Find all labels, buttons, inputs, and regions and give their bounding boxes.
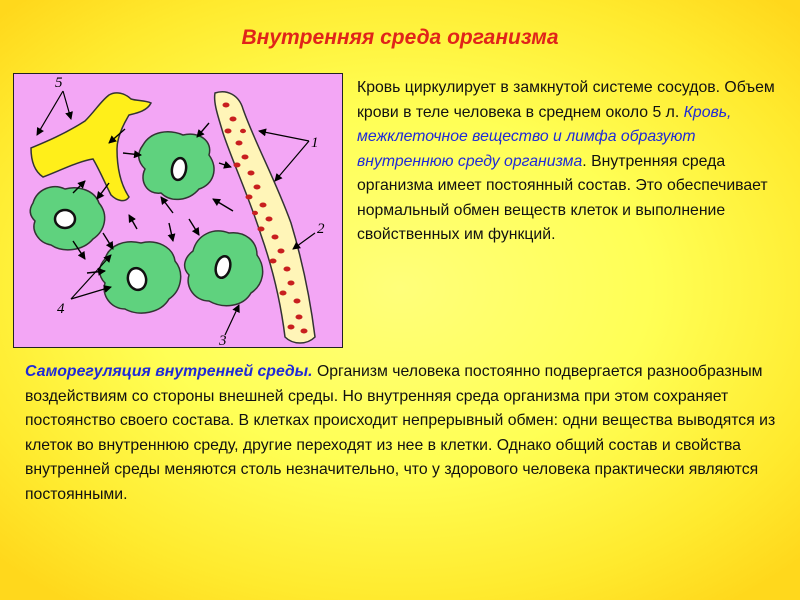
- description-text-1: Кровь циркулирует в замкнутой системе сосудов. Объем крови в теле человека в среднем около 5 л.: [357, 79, 775, 121]
- description-paragraph: [357, 76, 777, 248]
- page-title: Внутренняя среда организма: [241, 26, 559, 49]
- tissue-diagram: [13, 73, 343, 348]
- self-regulation-body: Организм человека постоянно подвергается разнообразным воздействиям со стороны внешней среды. Но внутренняя среда организма при этом сохраняет постоянство своего состава. В клетках происходит непрерывный обмен: одни вещества выводятся из клеток во внутреннюю среду, другие переходят из нее в клетки. Однако общий состав и свойства внутренней среды меняются столь незначительно, что у здорового человека практически являются постоянными.: [25, 363, 776, 503]
- label-3: 3: [219, 333, 227, 348]
- description-highlight: Кровь, межклеточное вещество и лимфа образуют внутреннюю среду организма: [357, 103, 732, 170]
- description-text-2: . Внутренняя среда организма имеет постоянный состав. Это обеспечивает нормальный обмен веществ клеток и выполнение свойственных им функций.: [357, 152, 768, 243]
- label-5: 5: [55, 75, 63, 91]
- tissue-diagram-svg: [13, 73, 343, 348]
- self-regulation-heading: Саморегуляция внутренней среды.: [25, 363, 313, 380]
- self-regulation-paragraph: [25, 360, 785, 507]
- label-2: 2: [317, 221, 325, 237]
- label-1: 1: [311, 135, 319, 151]
- label-4: 4: [57, 301, 65, 317]
